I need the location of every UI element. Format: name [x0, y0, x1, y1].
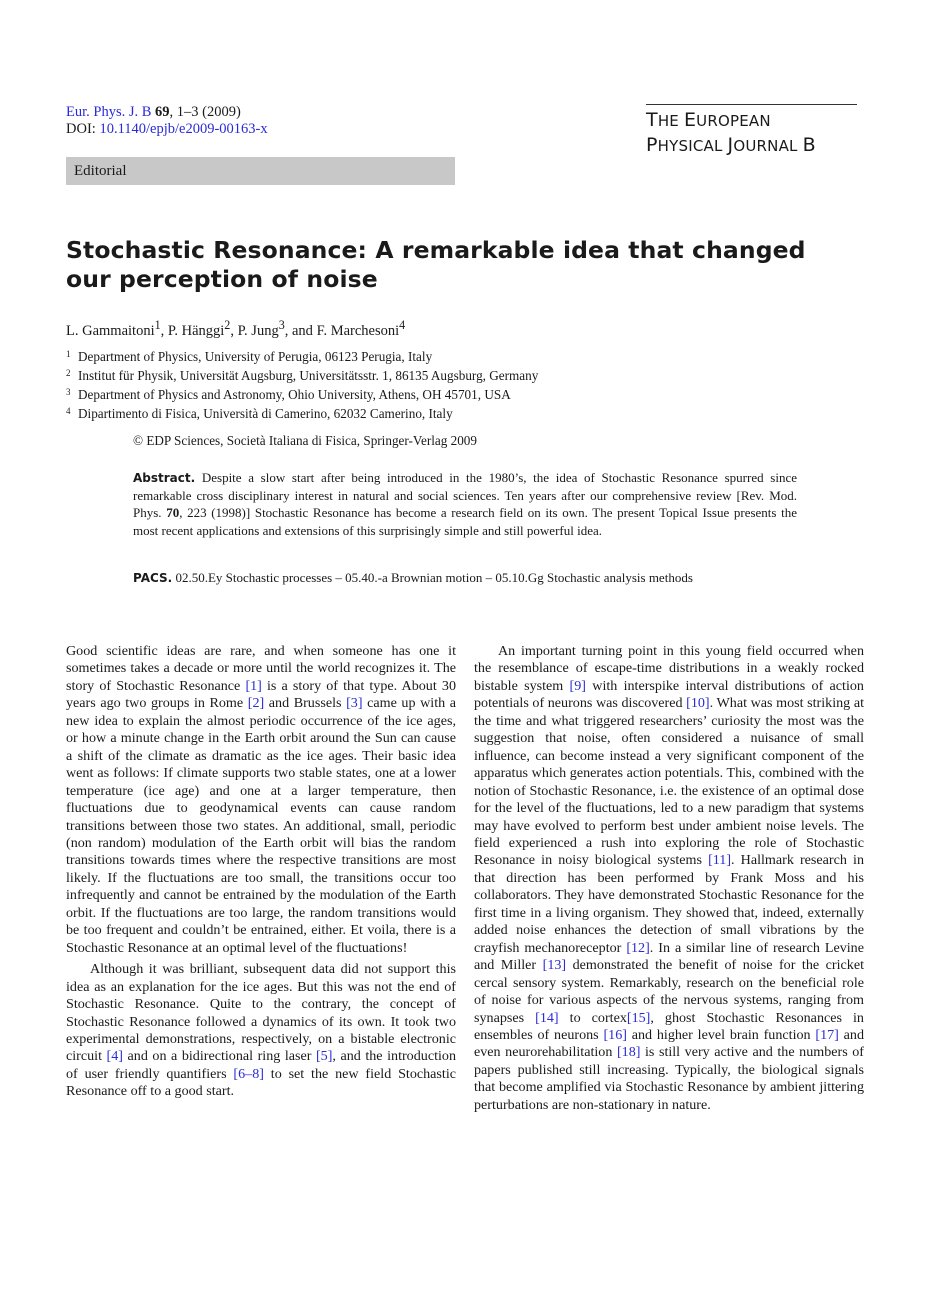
citation-link[interactable]: [9] — [569, 677, 586, 694]
author-list: L. Gammaitoni$^1$, P. Hänggi$^2$, P. Jung$^3$, and F. Marchesoni$^4$ — [66, 318, 406, 339]
citation-link[interactable]: [16] — [603, 1026, 627, 1043]
citation-line — [66, 104, 268, 121]
body-paragraph: Good scientific ideas are rare, and when someone has one it sometimes takes a decade or more until the world recognizes it. The story of Stochastic Resonance [1] is a story of that type. About 30 years ago two groups in Rome [2] and Brussels [3] came up with a new idea to explain the almost periodic occurrence of the ice ages, or how a minute change in the Earth orbit around the Sun can cause a shift of the climate as dramatic as the ice ages. Their basic idea went as follows: If climate supports two stable states, one at a lower temperature (ice age) and one at a larger temperature, then fluctuations due to geodynamical events can cause random transitions between those two states. An additional, small, periodic (non random) modulation of the Earth orbit will bias the random transitions towards times where the respective transitions are most likely. If the fluctuations are too small, the transitions occur too infrequently and cannot be entrained by the modulation of the Earth orbit. If the fluctuations are too large, the random transitions would be too frequent and couldn’t be entrained, either. Et voila, there is a Stochastic Resonance at an optimal level of the fluctuations! — [66, 643, 456, 956]
author: F. Marchesoni — [316, 322, 400, 339]
copyright-notice: © EDP Sciences, Società Italiana di Fisica, Springer-Verlag 2009 — [133, 433, 477, 448]
citation-link[interactable]: [14] — [535, 1009, 559, 1026]
section-label: Editorial — [74, 163, 127, 179]
affiliation: $^1$ Department of Physics, University of Perugia, 06123 Perugia, Italy — [66, 349, 433, 364]
author: P. Hänggi — [167, 322, 225, 339]
brand-line-2: PHYSICAL JOURNAL B — [646, 134, 816, 156]
citation-link[interactable]: [6–8] — [233, 1065, 264, 1082]
journal-brand — [646, 104, 857, 158]
pacs-label: PACS. — [133, 571, 173, 585]
citation-link[interactable]: [18] — [616, 1044, 641, 1061]
citation-link[interactable]: [12] — [626, 939, 650, 956]
citation-link[interactable]: [15] — [626, 1009, 651, 1026]
article-title: Stochastic Resonance: A remarkable idea that changed our perception of noise — [66, 236, 806, 293]
citation-link[interactable]: [5] — [315, 1048, 333, 1065]
affiliation: $^3$ Department of Physics and Astronomy, Ohio University, Athens, OH 45701, USA — [66, 387, 511, 402]
abstract: Abstract. Despite a slow start after being introduced in the 1980’s, the idea of Stochastic Resonance spurred since remarkable cross disciplinary interest in natural and social sciences. Ten years after our comprehensive review [Rev. Mod. Phys. 70, 223 (1998)] Stochastic Resonance has become a research field on its own. The present Topical Issue presents the most recent applications and extensions of this surprisingly simple and still powerful idea. — [133, 470, 797, 538]
citation-link[interactable]: [11] — [708, 852, 732, 869]
brand-line-1: THE EUROPEAN — [646, 109, 771, 131]
section-bar — [66, 157, 455, 185]
doi-label: DOI: — [66, 121, 96, 137]
body-paragraph: Although it was brilliant, subsequent data did not support this idea as an explanation for the ice ages. But this was not the end of Stochastic Resonance. Quite to the contrary, the concept of Stochastic Resonance followed a dynamics of its own. It took two experimental demonstrations, respectively, on a bistable electronic circuit [4] and on a bidirectional ring laser [5], and the introduction of user friendly quantifiers [6–8] to set the new field Stochastic Resonance off to a good start. — [66, 961, 456, 1100]
citation-link[interactable]: [1] — [245, 677, 262, 694]
citation-link[interactable]: [4] — [106, 1048, 123, 1065]
doi-line — [66, 121, 268, 138]
pacs-codes: PACS. 02.50.Ey Stochastic processes – 05.40.-a Brownian motion – 05.10.Gg Stochastic analysis methods — [133, 570, 693, 585]
body-paragraph: An important turning point in this young field occurred when the resemblance of escape-time distributions in a weakly rocked bistable system [9] with interspike interval distributions of action potentials of neurons was discovered [10]. What was most striking at the time and what triggered researchers’ curiosity the most was the suggestion that noise, often considered a nuisance of small influence, can become instead a very significant component of the apparatus which generates action potentials. This, combined with the notion of Stochastic Resonance, i.e. the existence of an optimal dose for the level of the fluctuations, led to a new paradigm that systems may have evolved to perform best under ambient noise levels. The field experienced a rush into exploring the role of Stochastic Resonance in noisy biological systems [11]. Hallmark research in that direction has been performed by Frank Moss and his collaborators. They have demonstrated Stochastic Resonance for the first time in a living organism. They showed that, indeed, externally added noise enhances the detection of small vibrations by the crayfish mechanoreceptor [12]. In a similar line of research Levine and Miller [13] demonstrated the benefit of noise for the cricket cercal sensory system. Remarkably, research on the beneficial role of noise for various aspects of the nervous systems, ranging from synapses [14] to cortex[15], ghost Stochastic Resonances in ensembles of neurons [16] and higher level brain function [17] and even neurorehabilitation [18] is still very active and the numbers of papers published still increasing. Typically, the biological signals that become amplified via Stochastic Resonance by ambient jittering perturbations are non-stationary in nature. — [474, 643, 865, 1113]
affiliation: $^2$ Institut für Physik, Universität Augsburg, Universitätsstr. 1, 86135 Augsburg, Germany — [66, 368, 539, 383]
doi-link[interactable]: 10.1140/epjb/e2009-00163-x — [99, 121, 268, 137]
citation-link[interactable]: [13] — [542, 957, 567, 974]
citation-link[interactable]: [10] — [686, 695, 710, 712]
pages-year: , 1–3 (2009) — [169, 104, 241, 120]
body-column-right — [474, 643, 864, 1114]
citation-link[interactable]: [2] — [247, 695, 265, 712]
journal-link[interactable]: Eur. Phys. J. B — [66, 104, 152, 120]
author: L. Gammaitoni — [66, 322, 155, 339]
abstract-label: Abstract. — [133, 471, 196, 485]
body-column-left — [66, 643, 456, 1101]
citation-link[interactable]: [17] — [815, 1026, 839, 1043]
journal-reference — [66, 104, 268, 138]
affiliation: $^4$ Dipartimento di Fisica, Università di Camerino, 62032 Camerino, Italy — [66, 406, 453, 421]
affiliations — [66, 346, 538, 422]
volume: 69 — [155, 104, 170, 120]
citation-link[interactable]: [3] — [346, 695, 363, 712]
author: P. Jung — [237, 322, 279, 339]
